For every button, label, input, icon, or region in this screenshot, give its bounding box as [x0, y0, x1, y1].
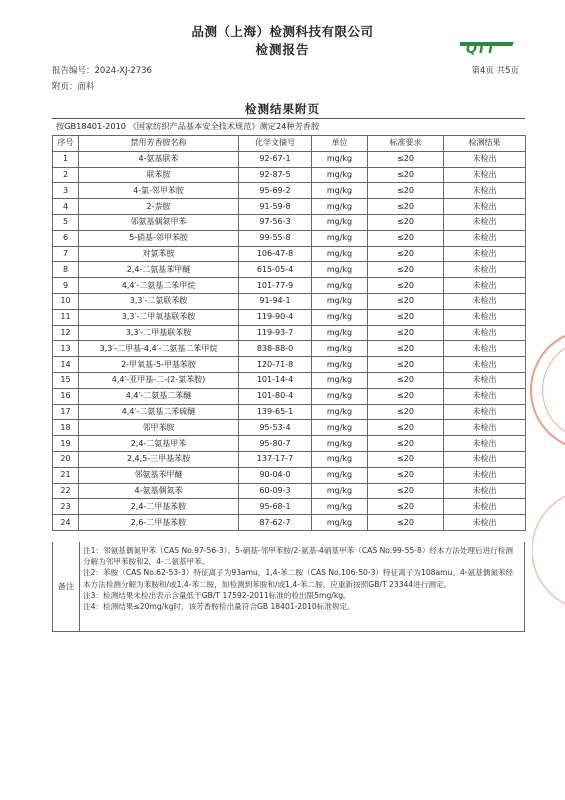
- note-line: 注4：检测结果≤20mg/kg时，该芳香胺检出量符合GB 18401-2010标准规定。: [83, 602, 355, 612]
- table-row: [53, 451, 526, 467]
- cell-index: 5: [53, 214, 79, 230]
- cell-cas-number: 95-53-4: [239, 420, 312, 436]
- header-cas-number: 化学文摘号: [239, 136, 312, 152]
- cell-cas-number: 106-47-8: [239, 246, 312, 262]
- cell-result: 未检出: [444, 451, 526, 467]
- table-row: [53, 357, 526, 373]
- table-row: [53, 167, 526, 183]
- cell-requirement: ≤20: [368, 309, 444, 325]
- cell-requirement: ≤20: [368, 262, 444, 278]
- notes-body: [83, 545, 520, 612]
- cell-unit: mg/kg: [312, 325, 368, 341]
- cell-unit: mg/kg: [312, 388, 368, 404]
- header-requirement: 标准要求: [368, 136, 444, 152]
- cell-result: 未检出: [444, 262, 526, 278]
- cell-cas-number: 97-56-3: [239, 214, 312, 230]
- table-row: [53, 199, 526, 215]
- report-number: 报告编号：2024-XJ-2736: [52, 66, 152, 76]
- cell-index: 4: [53, 199, 79, 215]
- table-body: [53, 151, 526, 530]
- cell-amine-name: 联苯胺: [79, 167, 239, 183]
- cell-cas-number: 60-09-3: [239, 483, 312, 499]
- cell-amine-name: 2,4,5-三甲基苯胺: [79, 451, 239, 467]
- cell-cas-number: 119-93-7: [239, 325, 312, 341]
- cell-result: 未检出: [444, 214, 526, 230]
- table-row: [53, 246, 526, 262]
- cell-cas-number: 101-80-4: [239, 388, 312, 404]
- cell-cas-number: 95-69-2: [239, 183, 312, 199]
- table-header-row: [53, 136, 526, 152]
- cell-unit: mg/kg: [312, 404, 368, 420]
- table-row: [53, 325, 526, 341]
- cell-result: 未检出: [444, 404, 526, 420]
- table-row: [53, 420, 526, 436]
- notes-section: [52, 542, 525, 632]
- cell-cas-number: 99-55-8: [239, 230, 312, 246]
- table-row: [53, 214, 526, 230]
- cell-index: 24: [53, 515, 79, 531]
- cell-cas-number: 92-87-5: [239, 167, 312, 183]
- cell-amine-name: 2,6-二甲基苯胺: [79, 515, 239, 531]
- cell-index: 13: [53, 341, 79, 357]
- cell-amine-name: 2,4-二氨基苯甲醚: [79, 262, 239, 278]
- cell-unit: mg/kg: [312, 483, 368, 499]
- cell-unit: mg/kg: [312, 246, 368, 262]
- table-row: [53, 262, 526, 278]
- cell-index: 18: [53, 420, 79, 436]
- cell-cas-number: 95-68-1: [239, 499, 312, 515]
- cell-result: 未检出: [444, 436, 526, 452]
- cell-requirement: ≤20: [368, 341, 444, 357]
- cell-index: 8: [53, 262, 79, 278]
- cell-requirement: ≤20: [368, 404, 444, 420]
- cell-result: 未检出: [444, 151, 526, 167]
- cell-unit: mg/kg: [312, 420, 368, 436]
- cell-amine-name: 2-甲氧基-5-甲基苯胺: [79, 357, 239, 373]
- table-row: [53, 499, 526, 515]
- cell-requirement: ≤20: [368, 151, 444, 167]
- table-row: [53, 467, 526, 483]
- cell-result: 未检出: [444, 467, 526, 483]
- cell-index: 1: [53, 151, 79, 167]
- cell-amine-name: 4,4′-二氨基二苯醚: [79, 388, 239, 404]
- cell-result: 未检出: [444, 499, 526, 515]
- cell-index: 16: [53, 388, 79, 404]
- cell-cas-number: 91-94-1: [239, 293, 312, 309]
- cell-unit: mg/kg: [312, 183, 368, 199]
- table-row: [53, 278, 526, 294]
- cell-unit: mg/kg: [312, 515, 368, 531]
- cell-index: 22: [53, 483, 79, 499]
- cell-cas-number: 119-90-4: [239, 309, 312, 325]
- cell-requirement: ≤20: [368, 199, 444, 215]
- cell-result: 未检出: [444, 372, 526, 388]
- cell-amine-name: 2-萘胺: [79, 199, 239, 215]
- header-unit: 单位: [312, 136, 368, 152]
- company-logo: [460, 36, 520, 56]
- cell-amine-name: 3,3′-二甲基-4,4′-二氨基二苯甲烷: [79, 341, 239, 357]
- cell-requirement: ≤20: [368, 515, 444, 531]
- cell-amine-name: 2,4-二氨基甲苯: [79, 436, 239, 452]
- results-table: [52, 135, 526, 531]
- cell-unit: mg/kg: [312, 499, 368, 515]
- cell-amine-name: 邻氨基苯甲醚: [79, 467, 239, 483]
- seal-stamp-lower: [532, 490, 565, 610]
- cell-result: 未检出: [444, 483, 526, 499]
- table-row: [53, 151, 526, 167]
- logo-text: QTT: [466, 42, 496, 56]
- table-row: [53, 183, 526, 199]
- cell-index: 7: [53, 246, 79, 262]
- cell-result: 未检出: [444, 341, 526, 357]
- cell-unit: mg/kg: [312, 262, 368, 278]
- cell-unit: mg/kg: [312, 357, 368, 373]
- notes-label: 备注: [53, 542, 80, 631]
- cell-requirement: ≤20: [368, 483, 444, 499]
- cell-cas-number: 120-71-8: [239, 357, 312, 373]
- cell-unit: mg/kg: [312, 309, 368, 325]
- cell-index: 21: [53, 467, 79, 483]
- cell-result: 未检出: [444, 167, 526, 183]
- cell-cas-number: 92-67-1: [239, 151, 312, 167]
- cell-amine-name: 4-氨基偶氮苯: [79, 483, 239, 499]
- cell-result: 未检出: [444, 515, 526, 531]
- cell-index: 6: [53, 230, 79, 246]
- cell-index: 19: [53, 436, 79, 452]
- cell-amine-name: 3,3′-二氯联苯胺: [79, 293, 239, 309]
- test-standard: 按GB18401-2010 《国家纺织产品基本安全技术规范》测定24种芳香胺: [56, 121, 320, 131]
- cell-index: 20: [53, 451, 79, 467]
- cell-amine-name: 邻氨基偶氮甲苯: [79, 214, 239, 230]
- cell-amine-name: 对氯苯胺: [79, 246, 239, 262]
- cell-unit: mg/kg: [312, 467, 368, 483]
- cell-unit: mg/kg: [312, 151, 368, 167]
- cell-index: 23: [53, 499, 79, 515]
- cell-result: 未检出: [444, 420, 526, 436]
- cell-index: 12: [53, 325, 79, 341]
- note-line: 注3：检测结果未检出表示含量低于GB/T 17592-2011标准的检出限5mg/kg。: [83, 590, 351, 600]
- table-row: [53, 309, 526, 325]
- cell-requirement: ≤20: [368, 214, 444, 230]
- table-row: [53, 436, 526, 452]
- cell-result: 未检出: [444, 309, 526, 325]
- cell-unit: mg/kg: [312, 436, 368, 452]
- cell-amine-name: 4,4′-亚甲基-二-(2-氯苯胺): [79, 372, 239, 388]
- cell-index: 17: [53, 404, 79, 420]
- cell-result: 未检出: [444, 325, 526, 341]
- cell-index: 2: [53, 167, 79, 183]
- cell-amine-name: 3,3′-二甲基联苯胺: [79, 325, 239, 341]
- cell-index: 10: [53, 293, 79, 309]
- cell-index: 14: [53, 357, 79, 373]
- cell-amine-name: 4-氨基联苯: [79, 151, 239, 167]
- cell-requirement: ≤20: [368, 325, 444, 341]
- section-title: 检测结果附页: [245, 102, 320, 116]
- cell-index: 9: [53, 278, 79, 294]
- cell-cas-number: 838-88-0: [239, 341, 312, 357]
- cell-cas-number: 87-62-7: [239, 515, 312, 531]
- cell-amine-name: 5-硝基-邻甲苯胺: [79, 230, 239, 246]
- cell-cas-number: 137-17-7: [239, 451, 312, 467]
- cell-requirement: ≤20: [368, 388, 444, 404]
- table-row: [53, 293, 526, 309]
- cell-result: 未检出: [444, 388, 526, 404]
- cell-amine-name: 4,4′-二氨基二苯甲烷: [79, 278, 239, 294]
- cell-requirement: ≤20: [368, 293, 444, 309]
- table-row: [53, 404, 526, 420]
- cell-cas-number: 615-05-4: [239, 262, 312, 278]
- cell-result: 未检出: [444, 293, 526, 309]
- cell-result: 未检出: [444, 246, 526, 262]
- cell-cas-number: 91-59-8: [239, 199, 312, 215]
- header-index: 序号: [53, 136, 79, 152]
- cell-index: 3: [53, 183, 79, 199]
- cell-result: 未检出: [444, 230, 526, 246]
- cell-requirement: ≤20: [368, 278, 444, 294]
- table-row: [53, 372, 526, 388]
- cell-requirement: ≤20: [368, 230, 444, 246]
- company-name: 品测（上海）检测科技有限公司: [191, 24, 374, 39]
- cell-requirement: ≤20: [368, 357, 444, 373]
- cell-requirement: ≤20: [368, 499, 444, 515]
- cell-requirement: ≤20: [368, 467, 444, 483]
- note-line: 注1：邻氨基偶氮甲苯（CAS No.97-56-3）、5-硝基-邻甲苯胺/2-氨基-4硝基甲苯（CAS No.99-55-8）经本方法处理后进行检测分解为邻甲苯胺和2，4-二氨基甲苯。: [83, 546, 513, 567]
- cell-requirement: ≤20: [368, 183, 444, 199]
- cell-cas-number: 139-65-1: [239, 404, 312, 420]
- cell-amine-name: 4-氯-邻甲苯胺: [79, 183, 239, 199]
- cell-unit: mg/kg: [312, 372, 368, 388]
- cell-unit: mg/kg: [312, 230, 368, 246]
- cell-cas-number: 101-14-4: [239, 372, 312, 388]
- cell-result: 未检出: [444, 357, 526, 373]
- cell-index: 11: [53, 309, 79, 325]
- note-line: 注2：苯胺（CAS No.62-53-3）特征离子为93amu，1,4-苯二胺（CAS No.106-50-3）特征离子为108amu。4-氨基偶氮苯经本方法检测分解为苯胺和/或1,4-苯二胺，如检测到苯胺和/或1,4-苯二胺，应重新按照GB/T 23344进行测定。: [83, 568, 514, 589]
- cell-amine-name: 邻甲苯胺: [79, 420, 239, 436]
- table-row: [53, 341, 526, 357]
- cell-unit: mg/kg: [312, 199, 368, 215]
- cell-requirement: ≤20: [368, 436, 444, 452]
- cell-cas-number: 95-80-7: [239, 436, 312, 452]
- page-number: 第4页 共5页: [471, 66, 519, 76]
- cell-amine-name: 2,4-二甲基苯胺: [79, 499, 239, 515]
- cell-result: 未检出: [444, 278, 526, 294]
- cell-cas-number: 90-04-0: [239, 467, 312, 483]
- cell-requirement: ≤20: [368, 167, 444, 183]
- cell-requirement: ≤20: [368, 420, 444, 436]
- cell-result: 未检出: [444, 183, 526, 199]
- sample-name: 附页：面料: [52, 82, 95, 92]
- divider: [52, 118, 525, 119]
- document-title: 检测报告: [255, 42, 310, 57]
- header-amine-name: 禁用芳香胺名称: [79, 136, 239, 152]
- cell-requirement: ≤20: [368, 372, 444, 388]
- table-row: [53, 483, 526, 499]
- cell-unit: mg/kg: [312, 451, 368, 467]
- cell-result: 未检出: [444, 199, 526, 215]
- cell-cas-number: 101-77-9: [239, 278, 312, 294]
- cell-unit: mg/kg: [312, 214, 368, 230]
- cell-amine-name: 4,4′-二氨基二苯硫醚: [79, 404, 239, 420]
- table-row: [53, 515, 526, 531]
- cell-unit: mg/kg: [312, 167, 368, 183]
- cell-unit: mg/kg: [312, 278, 368, 294]
- cell-unit: mg/kg: [312, 341, 368, 357]
- table-row: [53, 388, 526, 404]
- table-row: [53, 230, 526, 246]
- header-result: 检测结果: [444, 136, 526, 152]
- cell-unit: mg/kg: [312, 293, 368, 309]
- cell-index: 15: [53, 372, 79, 388]
- cell-requirement: ≤20: [368, 246, 444, 262]
- seal-stamp: [527, 330, 565, 450]
- cell-requirement: ≤20: [368, 451, 444, 467]
- cell-amine-name: 3,3′-二甲氧基联苯胺: [79, 309, 239, 325]
